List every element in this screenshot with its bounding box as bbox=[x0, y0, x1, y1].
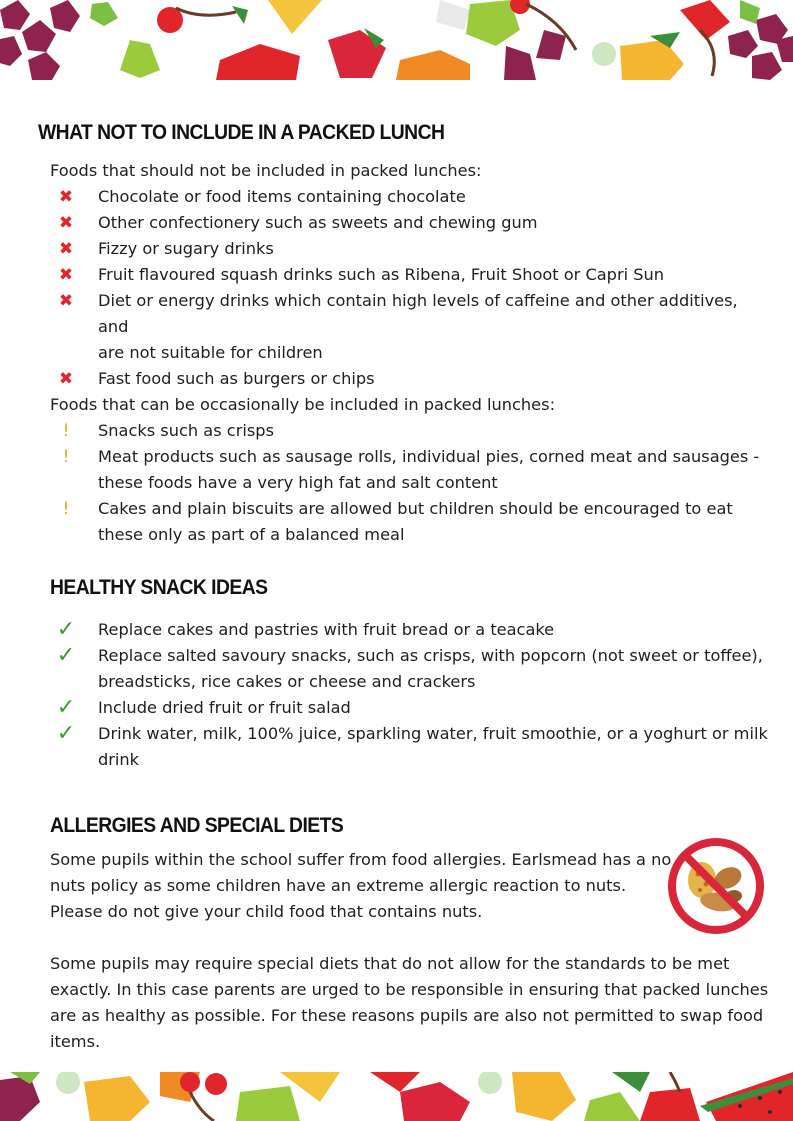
list-item bbox=[50, 496, 770, 548]
allergies-paragraph bbox=[50, 847, 671, 925]
list-item-text: Include dried fruit or fruit salad bbox=[98, 698, 351, 717]
list-item-text: Chocolate or food items containing chocolate bbox=[98, 187, 466, 206]
list-item-text: Fruit flavoured squash drinks such as Ribena, Fruit Shoot or Capri Sun bbox=[98, 265, 665, 284]
list-item bbox=[50, 643, 770, 695]
cross-icon: ✖ bbox=[58, 265, 74, 285]
paragraph-line: items. bbox=[50, 1032, 101, 1051]
list-item bbox=[50, 288, 770, 366]
list-item-text: Cakes and plain biscuits are allowed but children should be encouraged to eat bbox=[98, 499, 733, 518]
list-item-text: these only as part of a balanced meal bbox=[98, 525, 405, 544]
occasional-list bbox=[50, 418, 770, 548]
list-item bbox=[50, 262, 770, 288]
list-item-text: Replace salted savoury snacks, such as crisps, with popcorn (not sweet or toffee), bbox=[98, 646, 763, 665]
cross-icon: ✖ bbox=[58, 213, 74, 233]
fruit-banner-bottom bbox=[0, 1072, 793, 1121]
list-item bbox=[50, 210, 770, 236]
list-item bbox=[50, 236, 770, 262]
list-item-text: Snacks such as crisps bbox=[98, 421, 274, 440]
occasional-intro: Foods that can be occasionally be included in packed lunches: bbox=[50, 395, 556, 414]
fruit-banner-top bbox=[0, 0, 793, 80]
list-item-text: Drink water, milk, 100% juice, sparkling water, fruit smoothie, or a yoghurt or milk bbox=[98, 724, 768, 743]
list-item-text: Diet or energy drinks which contain high levels of caffeine and other additives, and bbox=[98, 291, 738, 336]
list-item-text: Other confectionery such as sweets and chewing gum bbox=[98, 213, 538, 232]
list-item bbox=[50, 418, 770, 444]
list-item bbox=[50, 184, 770, 210]
list-item-text: drink bbox=[98, 750, 140, 769]
paragraph-line: exactly. In this case parents are urged to be responsible in ensuring that packed lunches bbox=[50, 980, 769, 999]
list-item-text: breadsticks, rice cakes or cheese and crackers bbox=[98, 672, 476, 691]
no-nuts-icon bbox=[668, 838, 764, 934]
check-icon: ✓ bbox=[56, 617, 76, 642]
cross-icon: ✖ bbox=[58, 187, 74, 207]
list-item-text: Replace cakes and pastries with fruit bread or a teacake bbox=[98, 620, 555, 639]
list-item-text: are not suitable for children bbox=[98, 343, 323, 362]
exclamation-icon: ! bbox=[62, 499, 70, 519]
cross-icon: ✖ bbox=[58, 369, 74, 389]
paragraph-line: are as healthy as possible. For these reasons pupils are also not permitted to swap food bbox=[50, 1006, 764, 1025]
heading-healthy-snacks: HEALTHY SNACK IDEAS bbox=[50, 576, 268, 599]
list-item bbox=[50, 721, 770, 773]
paragraph-line: Please do not give your child food that contains nuts. bbox=[50, 902, 483, 921]
list-item bbox=[50, 695, 770, 721]
special-diets-paragraph bbox=[50, 951, 768, 1055]
paragraph-line: Some pupils may require special diets that do not allow for the standards to be met bbox=[50, 954, 730, 973]
not-include-list bbox=[50, 184, 770, 392]
cross-icon: ✖ bbox=[58, 239, 74, 259]
list-item-text: Fizzy or sugary drinks bbox=[98, 239, 274, 258]
check-icon: ✓ bbox=[56, 695, 76, 720]
check-icon: ✓ bbox=[56, 721, 76, 746]
paragraph-line: Some pupils within the school suffer from food allergies. Earlsmead has a no bbox=[50, 850, 672, 869]
list-item bbox=[50, 444, 770, 496]
healthy-snacks-list bbox=[50, 617, 770, 773]
exclamation-icon: ! bbox=[62, 447, 70, 467]
not-include-intro: Foods that should not be included in packed lunches: bbox=[50, 161, 482, 180]
list-item bbox=[50, 617, 770, 643]
exclamation-icon: ! bbox=[62, 421, 70, 441]
check-icon: ✓ bbox=[56, 643, 76, 668]
list-item-text: Meat products such as sausage rolls, individual pies, corned meat and sausages - bbox=[98, 447, 760, 466]
list-item bbox=[50, 366, 770, 392]
list-item-text: these foods have a very high fat and salt content bbox=[98, 473, 498, 492]
paragraph-line: nuts policy as some children have an extreme allergic reaction to nuts. bbox=[50, 876, 627, 895]
heading-allergies: ALLERGIES AND SPECIAL DIETS bbox=[50, 814, 344, 837]
list-item-text: Fast food such as burgers or chips bbox=[98, 369, 375, 388]
heading-not-include: WHAT NOT TO INCLUDE IN A PACKED LUNCH bbox=[38, 121, 445, 144]
cross-icon: ✖ bbox=[58, 291, 74, 311]
